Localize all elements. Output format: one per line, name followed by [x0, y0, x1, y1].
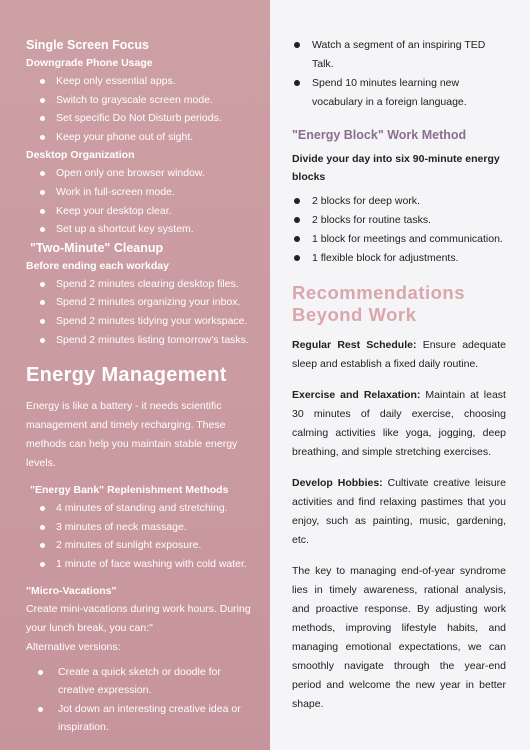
- bullet-icon: [40, 171, 45, 176]
- bullet-icon: [40, 116, 45, 121]
- list-item: Create a quick sketch or doodle for creative expression.: [34, 663, 256, 700]
- recommendations-heading: Recommendations Beyond Work: [292, 282, 466, 325]
- bullet-icon: [40, 506, 45, 511]
- list-item: 2 minutes of sunlight exposure.: [36, 536, 256, 555]
- energy-bank-heading: "Energy Bank" Replenishment Methods: [30, 484, 229, 497]
- list-item: Spend 2 minutes organizing your inbox.: [36, 293, 256, 312]
- bullet-icon: [40, 543, 45, 548]
- bullet-icon: [294, 42, 300, 48]
- list-item: Work in full-screen mode.: [36, 183, 256, 202]
- list-item: 2 blocks for deep work.: [292, 192, 506, 211]
- list-item: Jot down an interesting creative idea or inspiration.: [34, 700, 256, 737]
- cleanup-list: [26, 275, 256, 349]
- bullet-icon: [40, 135, 45, 140]
- list-item: Spend 2 minutes tidying your workspace.: [36, 312, 256, 331]
- energy-block-list: [292, 192, 506, 268]
- bullet-icon: [40, 525, 45, 530]
- hobbies-paragraph: Develop Hobbies: Cultivate creative leisure activities and find relaxing pastimes that you enjoy, such as painting, music, gardening, etc.: [292, 477, 506, 546]
- list-item: 1 flexible block for adjustments.: [292, 249, 506, 268]
- list-item: Keep your desktop clear.: [36, 202, 256, 221]
- list-item: Set specific Do Not Disturb periods.: [36, 109, 256, 128]
- bullet-icon: [294, 236, 300, 242]
- list-item: 4 minutes of standing and stretching.: [36, 499, 256, 518]
- list-item: Keep your phone out of sight.: [36, 128, 256, 147]
- cleanup-subheading: Before ending each workday: [26, 259, 169, 272]
- rest-schedule-paragraph: Regular Rest Schedule: Ensure adequate sleep and establish a fixed daily routine.: [292, 339, 506, 370]
- two-minute-cleanup-heading: "Two-Minute" Cleanup: [30, 240, 164, 255]
- bullet-icon: [40, 562, 45, 567]
- bullet-icon: [40, 190, 45, 195]
- energy-bank-list: [26, 499, 256, 573]
- list-item: Watch a segment of an inspiring TED Talk.: [292, 36, 506, 74]
- bullet-icon: [40, 319, 45, 324]
- alternative-list: [26, 663, 256, 737]
- bullet-icon: [40, 209, 45, 214]
- bullet-icon: [294, 255, 300, 261]
- desktop-organization-heading: Desktop Organization: [26, 149, 135, 162]
- list-item: Keep only essential apps.: [36, 72, 256, 91]
- energy-block-intro: Divide your day into six 90-minute energy blocks: [292, 153, 500, 183]
- bullet-icon: [40, 79, 45, 84]
- bullet-icon: [294, 80, 300, 86]
- bullet-icon: [40, 227, 45, 232]
- list-item: Switch to grayscale screen mode.: [36, 91, 256, 110]
- list-item: Set up a shortcut key system.: [36, 220, 256, 239]
- desktop-list: [26, 164, 256, 238]
- list-item: Spend 2 minutes clearing desktop files.: [36, 275, 256, 294]
- energy-intro-paragraph: Energy is like a battery - it needs scientific management and timely recharging. These methods can help you maintain stable energy levels.: [26, 400, 238, 470]
- bullet-icon: [40, 338, 45, 343]
- list-item: 2 blocks for routine tasks.: [292, 211, 506, 230]
- list-item: 3 minutes of neck massage.: [36, 518, 256, 537]
- single-screen-heading: Single Screen Focus: [26, 38, 149, 52]
- bullet-icon: [40, 98, 45, 103]
- list-item: 1 minute of face washing with cold water.: [36, 555, 256, 574]
- bullet-icon: [294, 217, 300, 223]
- bullet-icon: [38, 670, 43, 675]
- inspiration-list: [292, 36, 506, 112]
- energy-block-heading: "Energy Block" Work Method: [292, 128, 467, 142]
- list-item: Spend 2 minutes listing tomorrow's tasks.: [36, 331, 256, 350]
- alternative-versions-label: Alternative versions:: [26, 640, 121, 653]
- bullet-icon: [294, 198, 300, 204]
- phone-usage-list: [26, 72, 256, 146]
- bullet-icon: [40, 282, 45, 287]
- closing-paragraph: The key to managing end-of-year syndrome lies in timely awareness, rational analysis, and proactive response. By adjusting work methods, improving lifestyle habits, and managing emotional expectations, we can smoothly navigate through the year-end period and welcome the new year in better shape.: [292, 565, 506, 710]
- energy-management-heading: Energy Management: [26, 364, 227, 387]
- exercise-paragraph: Exercise and Relaxation: Maintain at least 30 minutes of daily exercise, choosing calming activities like yoga, jogging, deep breathing, and simple stretching exercises.: [292, 389, 506, 458]
- micro-vacations-heading: "Micro-Vacations": [26, 584, 117, 597]
- list-item: Open only one browser window.: [36, 164, 256, 183]
- bullet-icon: [40, 300, 45, 305]
- micro-vacations-paragraph: Create mini-vacations during work hours. During your lunch break, you can:": [26, 602, 251, 634]
- right-column: [270, 0, 530, 750]
- phone-usage-heading: Downgrade Phone Usage: [26, 57, 153, 69]
- list-item: 1 block for meetings and communication.: [292, 230, 506, 249]
- list-item: Spend 10 minutes learning new vocabulary in a foreign language.: [292, 74, 506, 112]
- bullet-icon: [38, 707, 43, 712]
